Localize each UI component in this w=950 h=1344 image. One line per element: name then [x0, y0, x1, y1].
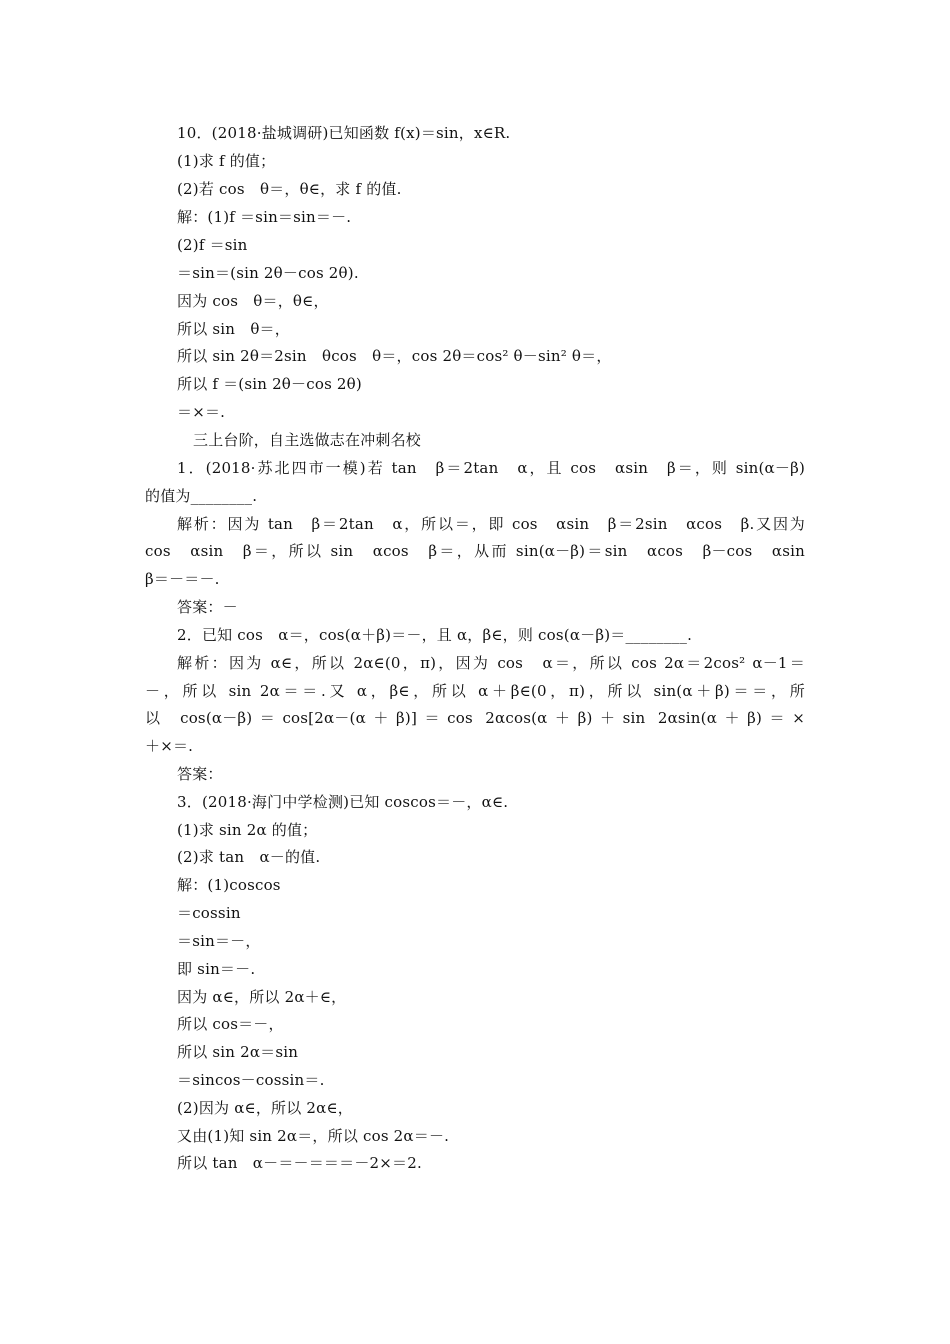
solution-line: 解：(1)f ＝sin＝sin＝－. [177, 208, 352, 226]
solution-line: ＝×＝. [177, 403, 226, 421]
problem-10-statement: 10．(2018·盐城调研)已知函数 f(x)＝sin，x∈R. [177, 124, 511, 142]
solution-line: ＝sincos－cossin＝. [177, 1071, 325, 1089]
solution-line: 因为 α∈，所以 2α＋∈， [177, 988, 347, 1006]
solution-line: ＝sin＝－， [177, 932, 261, 950]
solution-line: (2)f ＝sin [177, 236, 248, 254]
section-heading: 三上台阶，自主选做志在冲刺名校 [193, 431, 422, 449]
problem-10-part-1: (1)求 f 的值； [177, 152, 276, 170]
analysis-line: －，所以 sin 2α＝＝.又 α，β∈，所以 α＋β∈(0，π)，所以 sin(α＋β)＝＝，所 [145, 682, 805, 700]
analysis-line: ＋×＝. [145, 737, 194, 755]
solution-line: 又由(1)知 sin 2α＝，所以 cos 2α＝－. [177, 1127, 450, 1145]
answer-line: 答案：－ [177, 598, 238, 616]
solution-line: ＝cossin [177, 904, 241, 922]
analysis-line: 解析：因为 tan β＝2tan α，所以＝，即 cos αsin β＝2sin αcos β.又因为 [177, 515, 805, 533]
answer-line: 答案： [177, 765, 223, 783]
analysis-line: 以 cos(α－β)＝cos[2α－(α＋β)]＝cos 2αcos(α＋β)＋sin 2αsin(α＋β)＝× [145, 709, 805, 727]
solution-line: 所以 tan α－＝－＝＝＝－2×＝2. [177, 1154, 422, 1172]
question-2-statement: 2．已知 cos α＝，cos(α＋β)＝－，且 α，β∈，则 cos(α－β)＝________. [177, 626, 693, 644]
solution-line: 即 sin＝－. [177, 960, 256, 978]
problem-10-part-2: (2)若 cos θ＝，θ∈，求 f 的值. [177, 180, 402, 198]
question-3-part-1: (1)求 sin 2α 的值； [177, 821, 318, 839]
solution-line: 所以 sin θ＝， [177, 320, 290, 338]
solution-line: 所以 cos＝－， [177, 1015, 284, 1033]
analysis-line: cos αsin β＝，所以 sin αcos β＝，从而 sin(α－β)＝sin αcos β－cos αsin [145, 542, 805, 560]
question-3-part-2: (2)求 tan α－的值. [177, 848, 321, 866]
analysis-line: β＝－＝－. [145, 570, 220, 588]
solution-line: 所以 sin 2θ＝2sin θcos θ＝，cos 2θ＝cos² θ－sin² θ＝， [177, 347, 612, 365]
question-1-statement: 1．(2018·苏北四市一模)若 tan β＝2tan α，且 cos αsin β＝，则 sin(α－β) [177, 459, 805, 477]
solution-line: (2)因为 α∈，所以 2α∈， [177, 1099, 353, 1117]
solution-line: 解：(1)coscos [177, 876, 281, 894]
analysis-line: 解析：因为 α∈，所以 2α∈(0，π)，因为 cos α＝，所以 cos 2α＝2cos² α－1＝ [177, 654, 805, 672]
solution-line: 所以 f ＝(sin 2θ－cos 2θ) [177, 375, 362, 393]
question-3-statement: 3．(2018·海门中学检测)已知 coscos＝－，α∈. [177, 793, 509, 811]
solution-line: ＝sin＝(sin 2θ－cos 2θ). [177, 264, 359, 282]
solution-line: 所以 sin 2α＝sin [177, 1043, 299, 1061]
question-1-statement: 的值为________. [145, 487, 258, 505]
solution-line: 因为 cos θ＝，θ∈， [177, 292, 329, 310]
